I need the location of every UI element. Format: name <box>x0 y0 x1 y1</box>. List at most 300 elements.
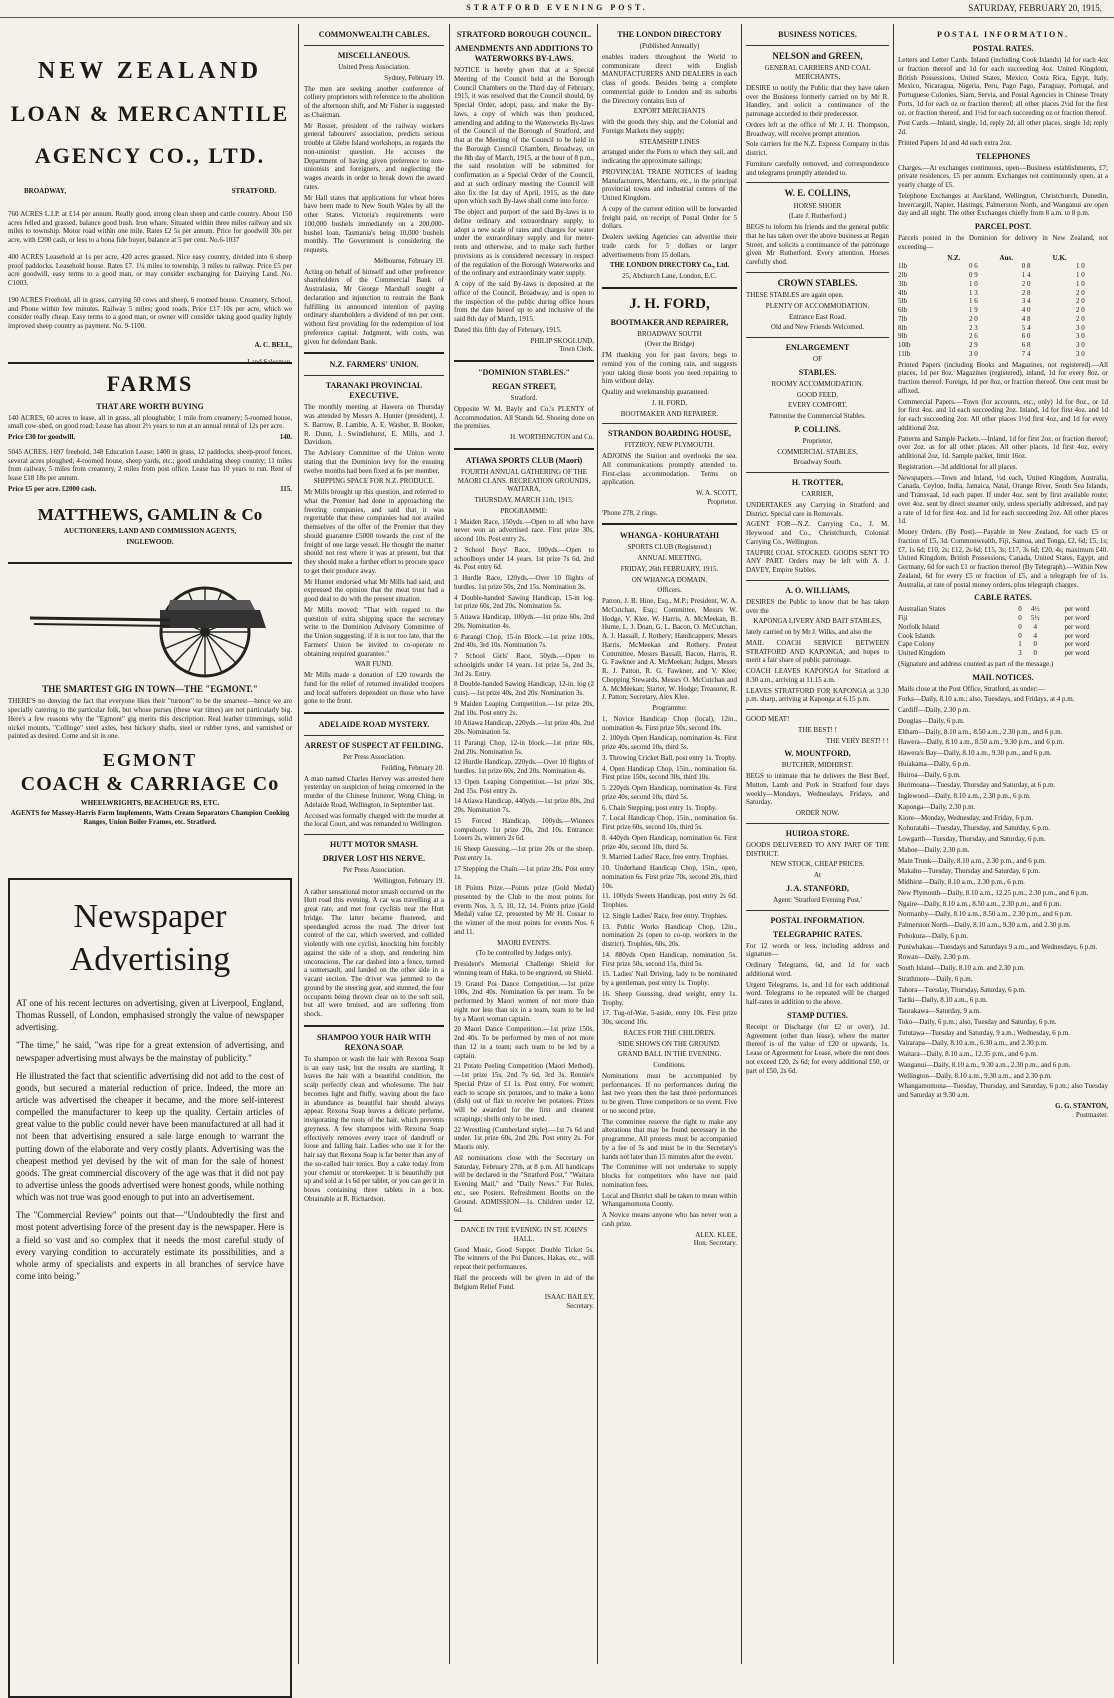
list-item: 1. Novice Handicap Chop (local), 12in., nomination 4s. First prize 50s, second 10s. <box>602 714 737 732</box>
list-item: South Island—Daily, 8.10 a.m. and 2.30 p.m. <box>898 964 1025 972</box>
ad-location: (Over the Bridge) <box>644 340 695 349</box>
table-cell: 2 6 <box>969 332 978 341</box>
ad-body: Furniture carefully removed, and correspondence and telegrams promptly attended to. <box>746 159 889 177</box>
farms-ad <box>8 370 292 556</box>
info-paragraph: For 12 words or less, including address and signature— <box>746 941 889 959</box>
section-heading: WHANGA - KOHURATAHI <box>619 531 720 541</box>
list-item: 12. Single Ladies' Race, free entry. Trophies. <box>602 911 728 920</box>
list-item: Toko—Daily, 6 p.m.; also, Tuesday and Saturday, 6 p.m. <box>898 1017 1057 1026</box>
table-cell: 3 0 <box>969 349 978 358</box>
info-paragraph: Ordinary Telegrams, 6d, and 1d for each additional word. <box>746 961 889 978</box>
ad-heading: LOAN & MERCANTILE <box>10 101 290 126</box>
news-paragraph: The monthly meeting at Hawera on Thursday was attended by Messrs A. Hunter (president), J. S. Barrow, R. Lambie, A. E. Washer, B. Booker, R. Dunn, J. Swindlehurst, E. Mills, and J. Davidson. <box>304 403 444 447</box>
list-item: 15 Forced Handicap, 100yds.—Winners compulsory. 1st prize 20s, 2nd 10s. Entrance: Losers 2s, winners 2s 6d. <box>454 816 594 843</box>
table-row <box>898 271 1108 280</box>
table-cell: 10lb <box>898 341 911 349</box>
list-item: 20 Maori Dance Competition.—1st prize 150s, 2nd 40s. To be performed by men of not more than 12 in a team; each team to be led by a captain. <box>454 1025 594 1060</box>
ad-body: with the goods they ship, and the Colonial and Foreign Markets they supply; <box>602 118 737 135</box>
news-paragraph: The men are seeking another conference of colliery proprietors with reference to the abolition of the afternoon shift, and Mr Fisher is suggested as Chairman. <box>304 84 444 119</box>
cable-rates-table <box>898 605 1108 658</box>
ad-body: PLENTY OF ACCOMMODATION. <box>765 301 870 310</box>
article-paragraph: "The time," he said, "was ripe for a great extension of advertising, and newspaper advertising must always be the mainstay of publicity." <box>16 1040 284 1063</box>
ad-body: Agent: 'Stratford Evening Post.' <box>773 895 862 904</box>
news-subheading: WAR FUND. <box>354 660 394 669</box>
list-item: 13 Open Leaping Competition.—1st prize 30s, 2nd 15s. Post entry 2s. <box>454 777 594 795</box>
list-item: Makahu—Tuesday, Thursday and Saturday, 6 p.m. <box>898 867 1040 876</box>
programme-note: (To be controlled by Judges only). <box>476 949 572 958</box>
table-cell: 0 <box>1033 640 1037 649</box>
masthead <box>0 0 1114 18</box>
list-item: 10. Underhand Handicap Chop, 15in., open, nomination 6s. First prize 70s, second 20s, third 10s. <box>602 864 737 890</box>
section-subheading: TELEPHONES <box>975 151 1031 161</box>
table-row <box>898 341 1108 350</box>
column-rule <box>893 24 894 1664</box>
table-cell: 6lb <box>898 306 907 314</box>
table-cell: 3 4 <box>1021 297 1031 306</box>
table-row <box>898 614 1108 623</box>
nz-loan-ad <box>8 56 292 366</box>
ad-body: THERE'S no denying the fact that everyone likes their "turnout" to be the smartest—hence we are specially catering to the particular folk, but whose purses (these war times) are not particularly big. Here's a few reasons why the "Egmont" gig merits this description: Real leather trimmings, solid nickel mounts, "Collinge" steel axles, best hickory shafts, steel or rubber tyres, and varnished or painted as desired. Come and sit in one. <box>8 697 292 741</box>
list-item: Vairarapa—Daily, 8.10 a.m., 6.30 a.m., and 2.30 p.m. <box>898 1039 1048 1048</box>
info-paragraph: Commercial Papers.—Town (for accounts, etc., only) 1d for 8oz., or 1d for first 4oz. and 1d each succeeding 2oz. Inland, 1d for first 4oz. and 1d for each succeeding 2oz. All other places 1½d first 4oz, and 1d for every additional 2oz. <box>898 397 1108 432</box>
table-row <box>898 297 1108 306</box>
section-subheading: ARREST OF SUSPECT AT FEILDING. <box>304 741 444 750</box>
table-cell: 4 <box>1033 622 1037 631</box>
ad-heading: EGMONT <box>102 750 197 770</box>
list-item: Ngaire—Daily, 8.10 a.m., 8.50 a.m., 2.30 p.m., and 6 p.m. <box>898 899 1062 908</box>
ad-heading: THE LONDON DIRECTORY <box>617 30 722 39</box>
programme-list <box>602 715 737 1027</box>
notice-paragraph: President's Memorial Challenge Shield for winning team of Haka, to be engraved, on Shield. <box>454 960 594 977</box>
table-row <box>898 315 1108 324</box>
list-item: Inglewood—Daily, 8.10 a.m., 2.30 p.m., 6 p.m. <box>898 792 1031 800</box>
list-item: 17 Stepping the Chain.—1st prize 20s. Post entry 1s. <box>454 864 594 882</box>
list-item: 22 Wrestling (Cumberland style).—1st 7s 6d and under. 1st prize 60s, 2nd 20s. Post entry 2s. For Maoris only. <box>454 1125 594 1151</box>
table-cell: 8lb <box>898 323 907 332</box>
list-item: 19 Grand Poi Dance Competition.—1st prize 100s, 2nd 40s. Nomination 6s per team. To be performed by Maori women of not more than eight nor less than six in a team, team to be led by a Maori woman captain. <box>454 979 594 1023</box>
list-item: Puniwhakau—Tuesdays and Saturdays 9 a.m., and Wednesdays, 6 p.m. <box>898 942 1098 951</box>
section-subheading: ANNUAL MEETING, <box>637 554 702 562</box>
info-paragraph: Parcels posted in the Dominion for delivery in New Zealand, not exceeding— <box>898 234 1108 251</box>
column-3 <box>454 26 594 1662</box>
signature-title: Postmaster. <box>1075 1110 1108 1119</box>
list-item: Eltham—Daily, 8.10 a.m., 8.50 a.m., 2.30 p.m., and 6 p.m. <box>898 727 1063 736</box>
ad-body: ADJOINS the Station and overlooks the sea. All communications promptly attended to. First-class accommodation. Terms on application. <box>602 452 737 487</box>
info-paragraph: Printed Papers 1d and 4d each extra 2oz. <box>898 138 1012 147</box>
list-item: 11. 100yds Sweets Handicap, post entry 2s 6d. Trophies. <box>602 892 737 909</box>
event-heading: SIDE SHOWS ON THE GROUND. <box>618 1039 721 1048</box>
section-subheading: STAMP DUTIES. <box>787 1010 848 1020</box>
column-rule <box>741 24 742 1664</box>
table-cell: 9lb <box>898 332 907 341</box>
ad-body: Entrance East Road. <box>789 312 846 321</box>
info-paragraph: Charges.—At exchanges continuous, open—Business establishments, £7; private residences, £5 per annum. Exchanges not continuously open, at a yearly charge of £5. <box>898 163 1108 189</box>
list-item: Tahora—Tuesday, Thursday, Saturday, 6 p.m. <box>898 985 1026 994</box>
ad-heading: OF <box>813 355 822 363</box>
parcel-rates-table <box>898 254 1108 359</box>
list-item: 10 Atiawa Handicap, 220yds.—1st prize 40s, 2nd 20s. Nomination 5s. <box>454 719 594 736</box>
list-item: Kaponga—Daily, 2.30 p.m. <box>898 802 976 811</box>
list-item: 5 Atiawa Handicap, 100yds.—1st prize 60s, 2nd 20s. Nomination 4s. <box>454 613 594 630</box>
info-paragraph: Telephone Exchanges at Auckland, Wellington, Christchurch, Dunedin, Invercargill, Napier, Hastings, Palmerston North, and Wanganui are open day and all night. The other Exchanges chiefly from 8 a.m. to 8 p.m. <box>898 191 1108 218</box>
news-paragraph: Mr Rosser, president of the railway workers general labourers' association, predicts serious trouble at Glebe Island workshops, as regards the non-unionist question. He accuses the Department of having given preference to non-unionists and foreigners, and neglecting the wages awards in order to break down the award rates. <box>304 121 444 191</box>
section-heading: POSTAL INFORMATION. <box>937 30 1069 39</box>
ad-body: GOODS DELIVERED TO ANY PART OF THE DISTRICT. <box>746 840 889 858</box>
ad-body: Quality and workmanship guaranteed. <box>602 388 709 396</box>
notice-paragraph: A copy of the said By-laws is deposited at the office of the Council, Broadway, and is open to the inspection of the public during office hours from the date hereof up to and inclusive of the said 8th day of March, 1915. <box>454 280 594 323</box>
table-cell: 3 <box>1018 649 1022 657</box>
ad-heading: ENLARGEMENT <box>785 343 850 352</box>
signature: ISAAC BAILEY, <box>544 1293 594 1302</box>
ad-body: Orders left at the office of Mr J. H. Thompson, Broadway, will receive prompt attention. <box>746 120 889 138</box>
ad-location: Stratford. <box>510 394 538 402</box>
notice-paragraph: Good Music, Good Supper. Double Ticket 5s. The winners of the Poi Dances, Hakas, etc., will repeat their performances. <box>454 1245 594 1271</box>
news-paragraph: To shampoo or wash the hair with Rexona Soap is an easy task, but the results are startling. It leaves the hair with a beautiful condition, the scalp perfectly clean and wholesome. The hair becomes light and fluffy, waving about the face in abundance as beautiful hair should always appear. Rexona Soap leaves a delicate perfume, invigorating the roots of the hair, which prevents greyness. A few shampoos with Rexona Soap effectively removes every trace of dandruff or loose and falling hair. Ladies who use it for the hair say that Rexona Soap is far better than any of the so-called hair tonics. Buy a cake today from your chemist or storekeeper. It is beautifully put up and sold at 1s 6d per tablet, or you can get it in boxes containing three tablets in a box. Obtainable at R. Richardson. <box>304 1054 444 1203</box>
signature: A. C. BELL, <box>254 340 292 349</box>
info-paragraph: Mails close at the Post Office, Stratford, as under:— <box>898 684 1045 693</box>
dateline: Melbourne, February 19. <box>374 256 444 265</box>
column-6 <box>898 26 1108 1662</box>
table-row <box>898 289 1108 298</box>
ad-subheading: HORSE SHOER <box>793 201 842 210</box>
table-cell: 1 <box>1018 640 1022 649</box>
section-heading: ADELAIDE ROAD MYSTERY. <box>318 720 430 729</box>
table-row <box>898 324 1108 333</box>
ad-subheading: EXPORT MERCHANTS <box>633 107 706 116</box>
list-item: 7. Local Handicap Chop, 15in., nomination 6s. First prize 60s, second 10s, third 5s. <box>602 814 737 831</box>
ad-body: ORDER NOW. <box>795 809 840 817</box>
listing: 400 ACRES Leasehold at 1s per acre, 420 acres grassed. Nice easy country, divided into 6 sheep proof paddocks. Leasehold house. Rates £7. 1¼ miles to township, 3 miles to railway. Price £5 per acre goodwill, easy terms to a good man, or may consider exchanging for Dairying Land. No. C1003. <box>8 252 292 287</box>
info-paragraph: Post Cards.—Inland, single, 1d, reply 2d; all other places, single 1d; reply 2d. <box>898 119 1108 136</box>
section-heading: BUSINESS NOTICES. <box>778 30 857 39</box>
signature: G. G. STANTON, <box>1055 1101 1108 1110</box>
table-cell: 1 0 <box>969 279 978 288</box>
list-item: 14 Atiawa Handicap, 440yds.—1st prize 80s, 2nd 20s. Nomination 7s. <box>454 797 594 814</box>
table-cell: 4 <box>1033 631 1037 640</box>
news-paragraph: Acting on behalf of himself and other preference shareholders of the Commercial Bank of Australasia, Mr George Marshall sought a declaration and injunction to restrain the Bank fulfilling its announced intention of paying ordinary shareholders a dividend of ten per cent. without first providing for the redemption of lost preference capital. Judgment, with costs, was given for defendant Bank. <box>304 267 444 346</box>
table-cell: 5½ <box>1030 614 1040 622</box>
list-item: 4 Double-handed Sawing Handicap, 15-in log. 1st prize 60s, 2nd 20s. Nomination 5s. <box>454 593 594 611</box>
table-row <box>898 306 1108 315</box>
list-item: 9. Married Ladies' Race, free entry. Trophies. <box>602 853 729 862</box>
ad-body: AGENT FOR—N.Z. Carrying Co., J. M. Heywood and Co., Christchurch, Colonial Carrying Co., Wellington. <box>746 520 889 546</box>
table-cell: Australian States <box>898 605 946 614</box>
table-cell: 7lb <box>898 314 907 323</box>
ad-heading: A. O. WILLIAMS, <box>785 585 850 595</box>
phone-number: 'Phone 278, 2 rings. <box>602 508 658 517</box>
ad-heading: J. H. FORD, <box>629 295 710 312</box>
ad-subheading: REGAN STREET, <box>492 382 556 391</box>
section-subheading: CABLE RATES. <box>974 593 1032 603</box>
table-cell: 2 8 <box>1021 288 1031 297</box>
notice-paragraph: NOTICE is hereby given that at a Special Meeting of the Council held at the Borough Council Chambers on the Third day of February, 1915, it was resolved that the Council should, by Special Order, adopt, pass, and make the By-laws, a copy of which was then produced, amending and adding to the Waterworks By-laws of the Council of the Borough of Stratford, and that at the Meeting of the Council to be held in the Borough Council Chambers, Broadway, on the 8th day of March, 1915, at the hour of 8 p.m., the said resolution will be submitted for confirmation as a Special Order of the Council, and at such ordinary meeting the Council will also fix the 1st day of April, 1915, as the date upon which such By-laws shall come into force. <box>454 66 594 206</box>
signature: W. A. SCOTT, <box>695 489 737 497</box>
table-cell: 1 6 <box>969 297 978 306</box>
list-item: Rowan—Daily, 2.30 p.m. <box>898 953 970 962</box>
ad-heading: J. A. STANFORD, <box>786 883 849 893</box>
ad-heading: H. TROTTER, <box>791 478 844 487</box>
table-cell: 4 8 <box>1021 314 1031 323</box>
list-item: Mahoe—Daily, 2.30 p.m. <box>898 845 970 854</box>
ad-heading: STABLES. <box>798 367 837 377</box>
list-item: Lowgarth—Tuesday, Thursday, and Saturday, 6 p.m. <box>898 835 1046 843</box>
ad-subheading: GENERAL CARRIERS AND COAL MERCHANTS, <box>764 64 871 81</box>
listing: 140 ACRES, 60 acres to lease, all in grass, all ploughable; 1 mile from creamery; 5-roomed house, small cow-shed, on good road; Lease has about 2½ years to run at an annual rental of 12s per acre. <box>8 413 292 431</box>
ad-body: Proprietor, <box>802 436 833 445</box>
listing: 5045 ACRES, 1697 freehold, 348 Education Lease; 1400 in grass, 12 paddocks, sheep-proof fences, several acres ploughed; 4-roomed house, sheep yards, etc.; good undulating sheep country; 11 miles from railway, 5 miles from creamery, 2 miles from post office. Lease has 10 years to run. Rent of lease £18 18s per annum. <box>8 447 292 482</box>
event-date: THURSDAY, MARCH 11th, 1915. <box>474 496 574 504</box>
column-rule <box>597 24 598 1664</box>
ad-body: UNDERTAKES any Carrying in Stratford and District. Special care in Removals. <box>746 500 889 518</box>
list-item: Douglas—Daily, 6 p.m. <box>898 716 965 725</box>
signature-title: Land Salesman. <box>247 357 292 366</box>
section-heading: STRATFORD BOROUGH COUNCIL. <box>456 30 592 39</box>
ad-heading: NELSON and GREEN, <box>772 51 863 61</box>
table-cell: 0 <box>1018 605 1022 614</box>
table-cell: Cape Colony <box>898 640 935 649</box>
ad-body: lately carried on by Mr J. Wilks, and also the <box>746 628 872 636</box>
table-cell: 0 9 <box>969 271 978 279</box>
programme-list <box>454 980 594 1152</box>
gig-illustration <box>8 570 292 680</box>
table-header <box>898 254 947 263</box>
conditions-heading: Conditions. <box>653 1061 686 1069</box>
ad-heading: W. E. COLLINS, <box>784 188 851 199</box>
ad-heading: MATTHEWS, GAMLIN & Co <box>37 504 263 524</box>
signature-title: Secretary. <box>566 1302 594 1310</box>
ad-body: Dealers seeking Agencies can advertise their trade cards for 5 dollars or larger advertisements from 15 dollars. <box>602 233 737 259</box>
table-cell: 5 4 <box>1021 323 1031 332</box>
table-cell: 6 8 <box>1021 341 1031 349</box>
table-cell: 2lb <box>898 271 907 279</box>
list-item: 1 Maiden Race, 150yds.—Open to all who have never won an advertised race. First prize 30s, second 10s. Post entry 2s. <box>454 517 594 543</box>
table-row <box>898 332 1108 341</box>
ad-heading: HUIROA STORE. <box>785 828 850 838</box>
list-item: 5. 220yds Open Handicap, nomination 4s. First prize 40s, second 10s, third 5s. <box>602 784 737 801</box>
news-paragraph: Mr Mills brought up this question, and referred to what the Premier had done in approaching the freezing companies, and said that it was regrettable that these companies had not availed themselves of the offer of the Premier that they should guarantee £5000 towards the cost of the freight of one large vessel. He thought the matter should not rest where it was at present, but that they should make a further effort to procure space to get their produce away. <box>304 488 444 575</box>
table-cell: 7 4 <box>1021 349 1031 358</box>
signature: J. H. FORD, <box>651 398 688 407</box>
section-subheading: MAIL NOTICES. <box>972 672 1034 682</box>
conditions-paragraph: The committee reserve the right to make any alterations that may be found necessary in the programme. All protests must be accompanied by a fee of 5s and must be in the Secretary's hands not later than 15 minutes after the event. <box>602 1117 737 1161</box>
list-item: 18 Points Prize.—Points prize (Gold Medal) presented by the Club to the most points for events Nos. 3, 5, 10, 12, 14. Points prize (Gold Medal) value £2, presented by Mr H. Cossar to the winner of the most points for events Nos. 6 and 11. <box>454 884 594 936</box>
newspaper-advertising-article <box>8 878 292 1698</box>
byline: Per Press Association. <box>342 753 406 761</box>
table-cell: 3 0 <box>1075 349 1085 358</box>
list-item: 8 Double-handed Sawing Handicap, 12-in. log (2 cuts).—1st prize 40s, 2nd 20s. Nomination 3s. <box>454 680 594 697</box>
dateline: Sydney, February 19. <box>384 73 444 82</box>
section-heading: HUTT MOTOR SMASH. <box>330 840 418 849</box>
notice-paragraph: Dated this fifth day of February, 1915. <box>454 325 562 334</box>
notice-paragraph: The object and purport of the said By-laws is to define ordinary and extraordinary supply, to adopt a new scale of rates and charges for water under the extraordinary supply and for meter-rents and otherwise, and to make such further provisions as is considered necessary in respect of the regulation of the Borough Waterworks and of the ordinary and extraordinary water supply. <box>454 208 594 278</box>
ad-subheading: CARRIER, <box>801 490 834 498</box>
ad-subheading: WHEELWRIGHTS, BEACHEUGE RS, ETC. <box>80 798 220 807</box>
table-row <box>898 640 1108 649</box>
ad-heading: FARMS <box>106 371 194 396</box>
table-cell: 2 0 <box>1075 314 1085 323</box>
list-item: 14. 880yds Open Handicap, nomination 5s. First prize 50s, second 15s, third 5s. <box>602 950 737 968</box>
ad-body: Patronise the Commercial Stables. <box>769 412 866 420</box>
table-row <box>898 632 1108 641</box>
table-cell: 2 9 <box>969 341 978 349</box>
table-cell: 1 0 <box>1075 262 1085 271</box>
ad-body: LEAVES STRATFORD FOR KAPONGA at 3.30 p.m. sharp, arriving at Kaponga at 6.15 p.m. <box>746 686 889 704</box>
ad-subheading: THAT ARE WORTH BUYING <box>96 401 204 411</box>
ad-body: DESIRES the Public to know that he has taken over the <box>746 597 889 615</box>
section-heading: POSTAL INFORMATION. <box>770 915 865 925</box>
table-cell: 3lb <box>898 279 907 288</box>
ad-body: Sole carriers for the N.Z. Express Company in this district. <box>746 140 889 157</box>
section-heading: SHAMPOO YOUR HAIR WITH REXONA SOAP. <box>316 1032 431 1052</box>
signature-title: Proprietor. <box>707 497 737 506</box>
ad-subheading: STEAMSHIP LINES <box>639 137 700 146</box>
table-row <box>898 280 1108 289</box>
article-title: Newspaper <box>73 898 227 935</box>
list-item: Kiore—Monday, Wednesday, and Friday, 6 p.m. <box>898 813 1034 822</box>
ad-body: DESIRE to notify the Public that they have taken over the Business formerly carried on by Mr R. Handley, and solicit a continuance of the patronage accorded to their predecessor. <box>746 83 889 118</box>
table-cell: United Kingdom <box>898 649 946 657</box>
table-cell: per word <box>1064 614 1090 622</box>
article-paragraph: He illustrated the fact that scientific advertising did not add to the cost of goods, but secured a material reduction of price. Indeed, the more an article was advertised the cheaper it became, and the more self-interest compelled the manufacturer to keep up the quality. Certain articles of great value to the public could never have been manufactured at all had it not been that advertising ensured a sale large enough to warrant the putting down of the elaborate and very costly plants. Advertising was the cheapest method yet devised by the wit of man for the sale of honest goods. The great commercial discovery of the age was that it did not pay to advertise unless the goods advertised were honest goods, while nothing which was not true was good enough to put into an advertisement. <box>16 1070 284 1203</box>
table-cell: 1lb <box>898 262 907 271</box>
news-paragraph: Mr Mills moved: "That with regard to the question of extra shipping space the secretary write to the Dominion Advisory Committee of the Union suggesting, if it is not too late, that the Farmers' Union be invited to co-operate re obtaining required guarantee." <box>304 605 444 658</box>
ad-location: STRATFORD. <box>231 187 276 195</box>
table-cell: 4 0 <box>1021 306 1031 314</box>
list-item: Kohuratahi—Tuesday, Thursday, and Saturday, 6 p.m. <box>898 824 1050 833</box>
info-paragraph: Money Orders. (By Post).—Payable in New Zealand, for each £5 or fraction of £5, 3d. Commonwealth, Fiji, Samoa, and Tonga, £2, 6d; £5, 1s; £7, 1s 6d; £10, 2s; £12, 2s 6d; £15, 3s; £17, 3s 6d; £20, 4s; maximum £40. United Kingdom, British Possessions, Canada, United States, Egypt, and Germany, 6d for each £1 or fraction thereof (By Telegraph).—Within New Zealand, 6d for every £5 or fraction of £5, and a telegraph fee of 1s. Australia, at rate of postal money orders, plus telegraph charges. <box>898 528 1108 589</box>
table-cell: per word <box>1064 649 1090 657</box>
list-item: Hawera's Bay—Daily, 8.10 a.m., 9.30 p.m., and 6 p.m. <box>898 749 1052 757</box>
ad-location: BROADWAY SOUTH <box>637 329 702 338</box>
signature: PHILIP SKOGLUND, <box>530 336 594 345</box>
table-cell: 1 3 <box>969 288 978 297</box>
table-cell: per word <box>1064 622 1090 631</box>
programme-heading: PROGRAMME: <box>500 506 548 515</box>
list-item: 4. Open Handicap Chop, 15in., nomination 6s. First prize 150s, second 30s, third 10s. <box>602 764 737 782</box>
table-row <box>898 623 1108 632</box>
list-item: 17. Tug-of-War, 5-aside, entry 10s. First prize 30s, second 10s. <box>602 1009 737 1026</box>
ad-heading: NEW ZEALAND <box>37 58 263 84</box>
table-cell: per word <box>1064 640 1090 649</box>
list-item: Waitara—Daily, 8.10 a.m., 12.35 p.m., and 6 p.m. <box>898 1050 1038 1058</box>
table-cell: 4½ <box>1030 605 1040 614</box>
table-cell: 3 0 <box>1075 341 1085 349</box>
event-location: ON WHANGA DOMAIN. <box>631 575 708 584</box>
programme-heading: Programme: <box>652 704 687 712</box>
ad-heading: STRANDON BOARDING HOUSE, <box>608 429 731 439</box>
table-header: U.K. <box>1052 253 1067 262</box>
dateline: Feilding, February 20. <box>381 763 444 772</box>
table-cell: 2 0 <box>1075 288 1085 297</box>
ad-body: Opposite W. M. Bayly and Co.'s PLENTY of Accommodation. All Stands 6d. Shoeing done on the premises. <box>454 404 594 431</box>
list-item: Pohokura—Daily, 6 p.m. <box>898 931 969 940</box>
info-paragraph: Newspapers.—Town and Inland, ½d each, United Kingdom, Australia, Canada, Ceylon, India, Jamaica, Natal, Orange River, South Sea Islands, and Transvaal, 1d each paper. If under 4oz. sent by first available route; over 4oz. sent by direct steamer only, unless specially addressed, and pay a rate of 1d for first 4oz. and 1d for each succeeding 2oz. All other places 1d. <box>898 473 1108 526</box>
ad-body: EVERY COMFORT. <box>787 401 848 410</box>
list-item: 8. 440yds Open Handicap, nomination 6s. First prize 40s, second 10s, third 5s. <box>602 833 737 851</box>
event-heading: GRAND BALL IN THE EVENING. <box>617 1050 722 1059</box>
news-paragraph: A man named Charles Hervey was arrested here yesterday on suspicion of being concerned in the murder of the Chinese fruiterer, Wong Ching, in Adelaide Road, Wellington, in September last. <box>304 774 444 809</box>
listing-ref: 140. <box>279 433 292 441</box>
mail-list <box>898 695 1108 1100</box>
signature: H. WORTHINGTON and Co. <box>510 433 594 441</box>
list-item: Tututawa—Tuesday and Saturday, 9 a.m.; Wednesday, 6 p.m. <box>898 1028 1070 1037</box>
list-item: Tariki—Daily, 8.10 a.m., 6 p.m. <box>898 996 988 1005</box>
event-heading: DANCE IN THE EVENING IN ST. JOHN'S HALL. <box>460 1226 588 1243</box>
signature-title: BOOTMAKER AND REPAIRER. <box>620 409 719 418</box>
list-item: 12 Hurdle Handicap, 220yds.—Over 10 flights of hurdles. 1st prize 60s, 2nd 20s. Nomination 4s. <box>454 758 594 775</box>
table-cell: 3 0 <box>1075 323 1085 332</box>
ad-body: Old and New Friends Welcomed. <box>770 323 865 332</box>
ad-body: COACH LEAVES KAPONGA for Stratford at 8.30 a.m., arriving at 11.15 a.m. <box>746 667 889 684</box>
info-paragraph: Letters and Letter Cards. Inland (including Cook Islands) 1d for each 4oz or fraction thereof and 1d for each succeeding 4oz. United Kingdom, British Possessions, United States, Mexico, Costa Rica, Egypt, Italy, Mexico, Nicaragua, Nigeria, Peru, Pago Pago, Paraguay, Portugal, and Portuguese Colonies, Siam, Servia, and Postal Agencies in Chinese Treaty Ports, 1d for each oz or fraction thereof; all other places 2½d for the first oz. or fraction thereof, and 1½d for each succeeding oz or fraction thereof. <box>898 56 1108 117</box>
section-subheading: DRIVER LOST HIS NERVE. <box>322 854 426 863</box>
list-item: 13. Public Works Handicap Chop, 12in., nomination 2s (open to co-op. workers in the district). Trophies, 60s, 20s. <box>602 922 737 948</box>
info-paragraph: (Signature and address counted as part of the message.) <box>898 659 1054 668</box>
ad-body: TAUPIRI COAL STOCKED. GOODS SENT TO ANY PART. Orders may be left with A. J. DAVEY, Empire Stables. <box>746 548 889 574</box>
ad-body: arranged under the Ports to which they sail, and indicating the approximate sailings; <box>602 148 737 165</box>
ad-body: A copy of the current edition will be forwarded freight paid, on receipt of Postal Order for 5 dollars. <box>602 204 737 231</box>
list-item: Midhirst—Daily, 8.10 a.m., 2.30 p.m., 6 p.m. <box>898 878 1025 886</box>
section-heading: N.Z. FARMERS' UNION. <box>329 360 419 370</box>
article-title: Advertising <box>69 940 231 978</box>
info-paragraph: Receipt or Discharge (for £2 or over), 1d. Agreement (other than lease), where the matter thereof is of the value of £20 or upwards, 1s. Lease or Agreement for Lease, where the rent does not exceed £20, 2s 6d; for every additional £50, or part of £50, 2s 6d. <box>746 1022 889 1075</box>
ad-body: COMMERCIAL STABLES, <box>777 447 858 456</box>
ad-body: I'M thanking you for past favors, begs to remind you of the coming rain, and suggests your taking those boots you need repairing to him without delay. <box>602 351 737 386</box>
notice-paragraph: Half the proceeds will be given in aid of the Belgium Relief Fund. <box>454 1273 594 1291</box>
table-row <box>898 350 1108 359</box>
list-item: 7 School Girls' Race, 50yds.—Open to schoolgirls under 14 years. 1st prize 5s, 2nd 3s, 3rd 2s. Entry. <box>454 652 594 678</box>
list-item: Huiroa—Daily, 6 p.m. <box>898 770 961 779</box>
table-cell: 2 0 <box>1021 279 1031 288</box>
ad-body: ROOMY ACCOMMODATION. <box>771 379 864 388</box>
table-header: Aus. <box>999 253 1013 262</box>
list-item: Cardiff—Daily, 2.30 p.m. <box>898 706 971 714</box>
list-item: 15. Ladies' Nail Driving, lady to be nominated by a gentleman, post entry 1s. Trophy. <box>602 970 737 987</box>
table-cell: 4lb <box>898 288 907 297</box>
ad-heading: CROWN STABLES. <box>777 277 858 288</box>
list-item: 16. Sheep Guessing, dead weight, entry 1s. Trophy. <box>602 989 737 1007</box>
table-cell: 11lb <box>898 349 911 358</box>
table-cell: 5lb <box>898 297 907 306</box>
event-heading: RACES FOR THE CHILDREN. <box>623 1028 716 1037</box>
section-subheading: AMENDMENTS AND ADDITIONS TO WATERWORKS BY-LAWS. <box>455 44 593 63</box>
table-cell: 1 9 <box>969 306 978 314</box>
list-item: 3. Throwing Cricket Ball, post entry 1s. Trophy. <box>602 753 737 762</box>
ad-subheading: (Published Annually) <box>639 42 700 50</box>
ad-heading: THE VERY BEST! ! ! <box>826 736 889 745</box>
table-cell: 1 0 <box>1075 279 1085 288</box>
conditions-paragraph: The Committee will not undertake to supply blocks for competitors who have not paid nomination fees. <box>602 1163 737 1189</box>
ad-subheading: BUTCHER, MIDHIRST. <box>781 761 854 770</box>
list-item: Strathmore—Daily, 6 p.m. <box>898 974 973 983</box>
table-cell: Fiji <box>898 614 908 622</box>
ad-body: PROVINCIAL TRADE NOTICES of leading Manufacturers, Merchants, etc., in the principal provincial towns and industrial centres of the United Kingdom. <box>602 167 737 202</box>
ad-subheading: BOOTMAKER AND REPAIRER, <box>610 317 729 327</box>
section-heading: COMMONWEALTH CABLES. <box>318 30 430 39</box>
column-rule <box>449 24 450 1664</box>
table-cell: 0 <box>1033 649 1037 657</box>
table-cell: 3 0 <box>1075 332 1085 341</box>
listing-ref: 115. <box>280 484 292 493</box>
article-paragraph: The "Commercial Review" points out that—"Undoubtedly the first and most potent advertising force of the present day is the newspaper. Here is a field so vast and so complex that it needs the most careful study of every varying condition to accurately estimate its possibilities, and a whole army of specialists and experts in all branches of service have come into being." <box>16 1210 284 1281</box>
news-paragraph: Mr Hunter endorsed what Mr Mills had said, and expressed the opinion that the meat trust had a good deal to do with the present situation. <box>304 577 444 603</box>
ad-body: BEGS to inform his friends and the general public that he has taken over the above business at Regan Street, and solicits a continuance of the patronage given Mr Rutherford. Every attention. Horses carefully shod. <box>746 223 889 266</box>
programme-heading: MAORI EVENTS. <box>497 938 551 947</box>
conditions-paragraph: Nominations must be accompanied by performances. If no performances during the last two years then the last three performances to be given. Three competitors or no event. Five or no second prize. <box>602 1071 737 1115</box>
news-paragraph: Mr Mills made a donation of £20 towards the fund for the relief of returned invalided troopers and local sufferers dependent on those who have gone to the front. <box>304 671 444 706</box>
column-5 <box>746 26 889 1662</box>
list-item: Wanganui—Daily, 8.10 a.m., 9.30 a.m., 2.30 p.m., and 6 p.m. <box>898 1060 1071 1069</box>
